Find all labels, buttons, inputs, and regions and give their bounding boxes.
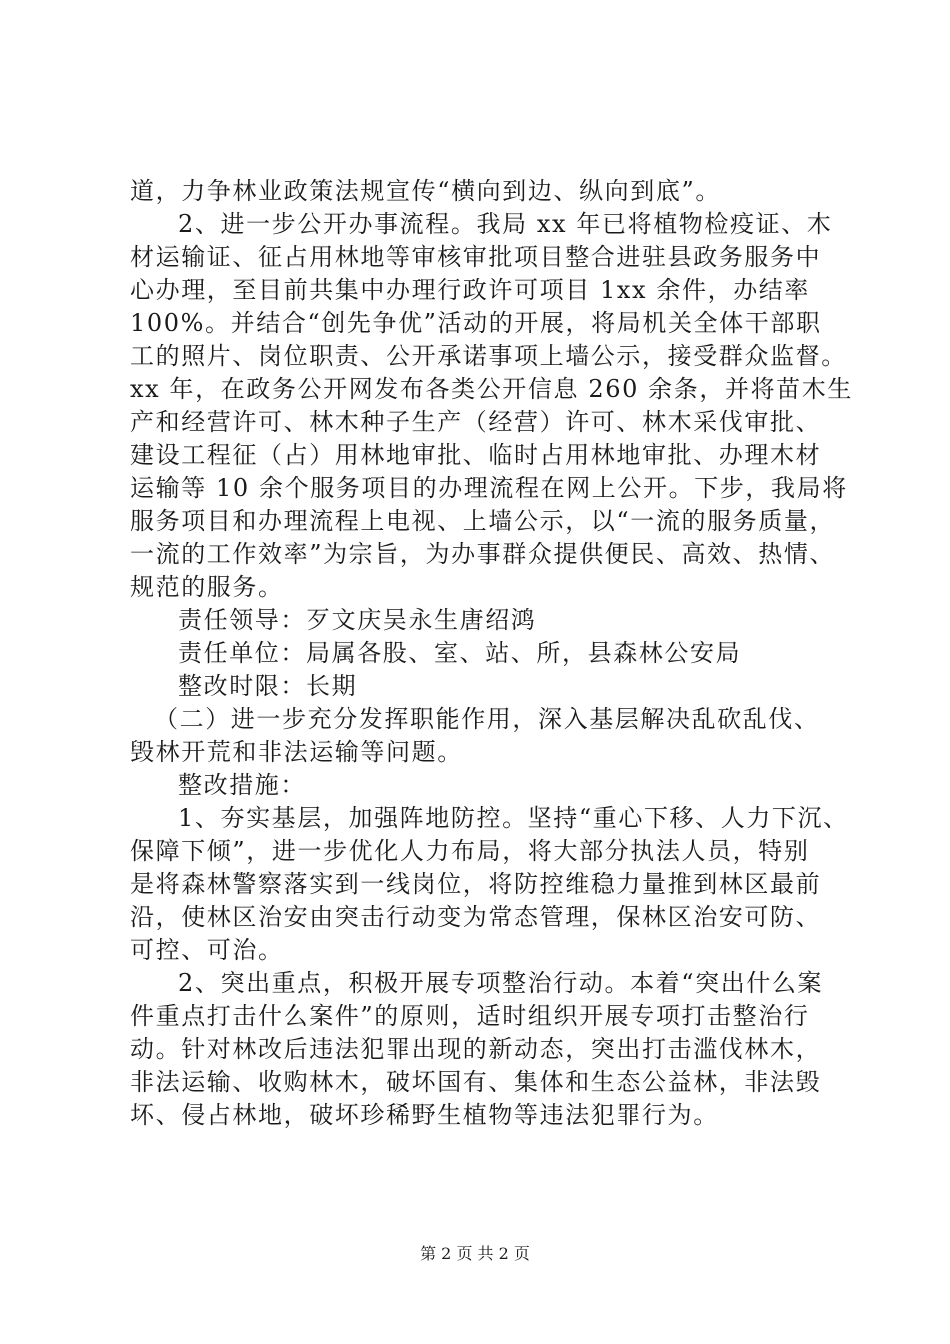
paragraph-line: 心办理，至目前共集中办理行政许可项目 1xx 余件，办结率 — [130, 276, 810, 304]
paragraph-line: 保障下倾”，进一步优化人力布局，将大部分执法人员，特别 — [130, 837, 810, 865]
paragraph-line: 动。针对林改后违法犯罪出现的新动态，突出打击滥伐林木， — [130, 1035, 822, 1063]
paragraph-line: 运输等 10 余个服务项目的办理流程在网上公开。下步，我局将 — [130, 474, 848, 502]
paragraph-line: 1、夯实基层，加强阵地防控。坚持“重心下移、人力下沉、 — [178, 804, 849, 832]
paragraph-line: 100%。并结合“创先争优”活动的开展，将局机关全体干部职 — [130, 309, 822, 337]
measures-heading: 整改措施： — [178, 771, 306, 799]
paragraph-line: 可控、可治。 — [130, 936, 284, 964]
paragraph-line: 建设工程征（占）用林地审批、临时占用林地审批、办理木材 — [130, 441, 822, 469]
paragraph-line: 一流的工作效率”为宗旨，为办事群众提供便民、高效、热情、 — [130, 540, 836, 568]
paragraph-line: 规范的服务。 — [130, 573, 284, 601]
paragraph-line: 沿，使林区治安由突击行动变为常态管理，保林区治安可防、 — [130, 903, 822, 931]
page-number-footer: 第 2 页 共 2 页 — [420, 1244, 530, 1263]
paragraph-line: 件重点打击什么案件”的原则，适时组织开展专项打击整治行 — [130, 1002, 810, 1030]
paragraph-line: 坏、侵占林地，破坏珍稀野生植物等违法犯罪行为。 — [130, 1101, 719, 1129]
paragraph-line: 2、进一步公开办事流程。我局 xx 年已将植物检疫证、木 — [178, 210, 833, 238]
rectification-deadline: 整改时限：长期 — [178, 672, 358, 700]
paragraph-line: 道，力争林业政策法规宣传“横向到边、纵向到底”。 — [130, 177, 721, 205]
paragraph-line: 产和经营许可、林木种子生产（经营）许可、林木采伐审批、 — [130, 408, 822, 436]
section-heading: （二）进一步充分发挥职能作用，深入基层解决乱砍乱伐、 — [154, 705, 820, 733]
responsible-leader: 责任领导：歹文庆吴永生唐绍鸿 — [178, 606, 537, 634]
paragraph-line: 材运输证、征占用林地等审核审批项目整合进驻县政务服务中 — [130, 243, 822, 271]
paragraph-line: 是将森林警察落实到一线岗位，将防控维稳力量推到林区最前 — [130, 870, 822, 898]
paragraph-line: 工的照片、岗位职责、公开承诺事项上墙公示，接受群众监督。 — [130, 342, 847, 370]
paragraph-line: 毁林开荒和非法运输等问题。 — [130, 738, 463, 766]
paragraph-line: 非法运输、收购林木，破坏国有、集体和生态公益林，非法毁 — [130, 1068, 822, 1096]
responsible-unit: 责任单位：局属各股、室、站、所，县森林公安局 — [178, 639, 742, 667]
paragraph-line: 服务项目和办理流程上电视、上墙公示，以“一流的服务质量， — [130, 507, 836, 535]
paragraph-line: xx 年，在政务公开网发布各类公开信息 260 余条，并将苗木生 — [130, 375, 853, 403]
paragraph-line: 2、突出重点，积极开展专项整治行动。本着“突出什么案 — [178, 969, 824, 997]
